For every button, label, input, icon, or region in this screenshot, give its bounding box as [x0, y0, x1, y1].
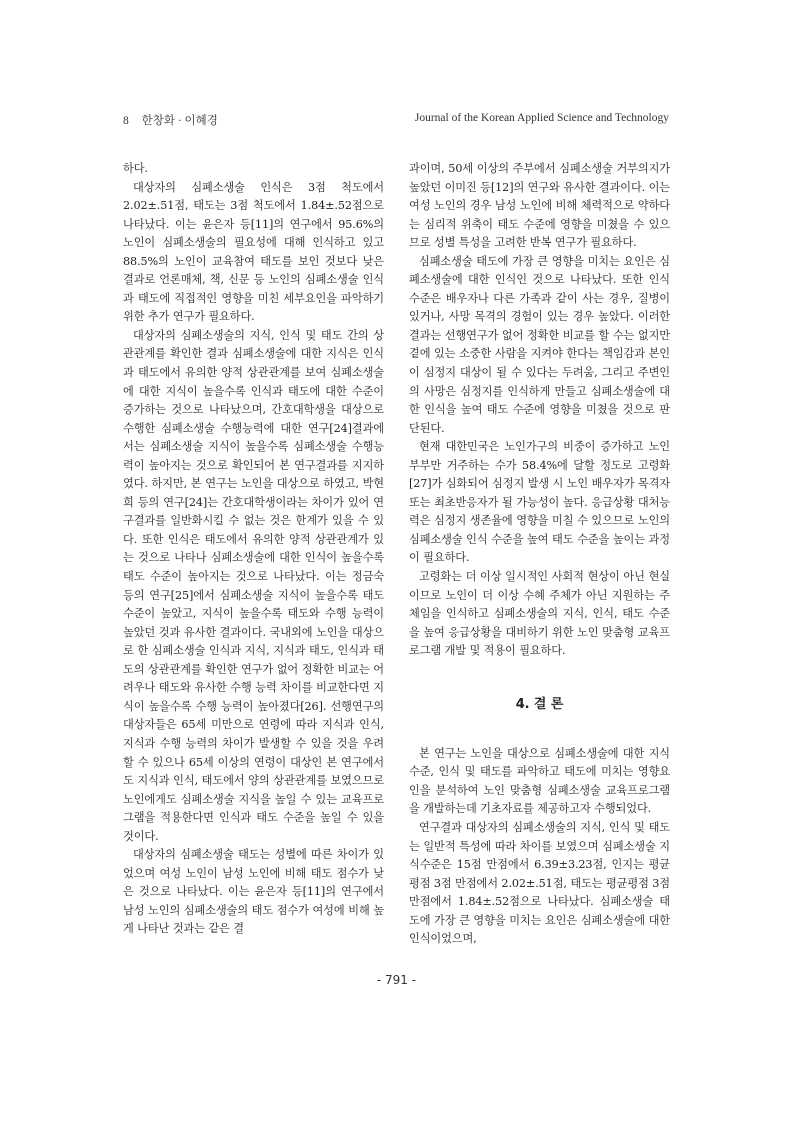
left-column [123, 160, 384, 939]
paragraph: 과이며, 50세 이상의 주부에서 심폐소생술 거부의지가 높았던 이미진 등[12]의 연구와 유사한 결과이다. 이는 여성 노인의 경우 남성 노인에 비해 체력적으로 약하다는 심리적 위축이 태도 수준에 영향을 미쳤을 수 있으므로 성별 특성을 고려한 반복 연구가 필요하다. [409, 162, 670, 250]
running-header [123, 112, 669, 128]
paragraph: 대상자의 심폐소생술 인식은 3점 척도에서 2.02±.51점, 태도는 3점 척도에서 1.84±.52점으로 나타났다. 이는 윤은자 등[11]의 연구에서 95.6%의 노인이 심폐소생술의 필요성에 대해 인식하고 있고 88.5%의 노인이 교육참여 태도를 보인 것보다 낮은 결과로 언론매체, 책, 신문 등 노인의 심폐소생술 인식과 태도에 직접적인 영향을 미친 세부요인을 파악하기 위한 추가 연구가 필요하다. [123, 180, 384, 324]
paragraph: 심폐소생술 태도에 가장 큰 영향을 미치는 요인은 심폐소생술에 대한 인식인 것으로 나타났다. 또한 인식 수준은 배우자나 다른 가족과 같이 사는 경우, 질병이 있거나, 사망 목격의 경험이 있는 경우 높았다. 이러한 결과는 선행연구가 없어 정확한 비교를 할 수는 없지만 곁에 있는 소중한 사람을 지켜야 한다는 책임감과 본인이 심정지 대상이 될 수 있다는 두려움, 그리고 주변인의 사망은 심정지를 인식하게 만들고 심폐소생술에 대한 인식을 높여 태도 수준에 영향을 미쳤을 것으로 판단된다. [409, 254, 670, 435]
right-column [409, 160, 670, 949]
paragraph: 본 연구는 노인을 대상으로 심폐소생술에 대한 지식수준, 인식 및 태도를 파악하고 태도에 미치는 영향요인을 분석하여 노인 맞춤형 심폐소생술 교육프로그램을 개발하는데 기초자료를 제공하고자 수행되었다. [409, 746, 670, 816]
header-authors: 한창화 · 이혜경 [141, 115, 218, 127]
page-footer-number: - 791 - [376, 973, 417, 987]
header-journal-title: Journal of the Korean Applied Science and Technology [414, 112, 669, 124]
section-heading-conclusion: 4. 결 론 [515, 696, 564, 712]
header-left [123, 112, 218, 128]
header-page-number: 8 [123, 115, 129, 127]
paragraph: 연구결과 대상자의 심폐소생술의 지식, 인식 및 태도는 일반적 특성에 따라 차이를 보였으며 심폐소생술 지식수준은 15점 만점에서 6.39±3.23점, 인지는 평균평점 3점 만점에서 2.02±.51점, 태도는 평균평점 3점 만점에서 1.84±.52점으로 나타났다. 심폐소생술 태도에 가장 큰 영향을 미치는 요인은 심폐소생술에 대한 인식이었으며, [409, 820, 670, 946]
paragraph: 대상자의 심폐소생술의 지식, 인식 및 태도 간의 상관관계를 확인한 결과 심폐소생술에 대한 지식은 인식과 태도에서 유의한 양적 상관관계를 보여 심폐소생술에 대한 지식이 높을수록 인식과 태도에 대한 수준이 증가하는 것으로 나타났으며, 간호대학생을 대상으로 수행한 심폐소생술 수행능력에 대한 연구[24]결과에서는 심폐소생술 지식이 높을수록 심폐소생술 수행능력이 높아지는 것으로 확인되어 본 연구결과를 지지하였다. 하지만, 본 연구는 노인을 대상으로 하였고, 박현희 등의 연구[24]는 간호대학생이라는 차이가 있어 연구결과를 일반화시킬 수 없는 것은 한계가 있을 수 있다. 또한 인식은 태도에서 유의한 양적 상관관계가 있는 것으로 나타나 심폐소생술에 대한 인식이 높을수록 태도 수준이 높아지는 것으로 나타났다. 이는 정금숙 등의 연구[25]에서 심폐소생술 지식이 높을수록 태도 수준이 높았고, 지식이 높을수록 태도와 수행 능력이 높았던 것과 유사한 결과이다. 국내외에 노인을 대상으로 한 심폐소생술 인식과 지식, 지식과 태도, 인식과 태도의 상관관계를 확인한 연구가 없어 정확한 비교는 어려우나 태도와 유사한 수행 능력 차이를 비교한다면 지식이 높을수록 수행 능력이 높아졌다[26]. 선행연구의 대상자들은 65세 미만으로 연령에 따라 지식과 인식, 지식과 수행 능력의 차이가 발생할 수 있을 것을 우려할 수 있으나 65세 이상의 연령이 대상인 본 연구에서도 지식과 인식, 태도에서 양의 상관관계를 보였으므로 노인에게도 심폐소생술 지식을 높일 수 있는 교육프로그램을 적용한다면 인식과 태도 수준을 높일 수 있을 것이다. [123, 328, 384, 843]
paragraph: 하다. [123, 162, 148, 175]
paragraph: 대상자의 심폐소생술 태도는 성별에 따른 차이가 있었으며 여성 노인이 남성 노인에 비해 태도 점수가 낮은 것으로 나타났다. 이는 윤은자 등[11]의 연구에서 남성 노인의 심폐소생술의 태도 점수가 여성에 비해 높게 나타난 것과는 같은 결 [123, 848, 384, 936]
paragraph: 현재 대한민국은 노인가구의 비중이 증가하고 노인 부부만 거주하는 수가 58.4%에 달할 정도로 고령화[27]가 심화되어 심정지 발생 시 노인 배우자가 목격자 또는 최초반응자가 될 가능성이 높다. 응급상황 대처능력은 심정지 생존율에 영향을 미칠 수 있으므로 노인의 심폐소생술 인식 수준을 높여 태도 수준을 높이는 과정이 필요하다. [409, 440, 670, 565]
paragraph: 고령화는 더 이상 일시적인 사회적 현상이 아닌 현실이므로 노인이 더 이상 수혜 주체가 아닌 지원하는 주체임을 인식하고 심폐소생술의 지식, 인식, 태도 수준을 높여 응급상황을 대비하기 위한 노인 맞춤형 교육프로그램 개발 및 적용이 필요하다. [409, 570, 670, 658]
